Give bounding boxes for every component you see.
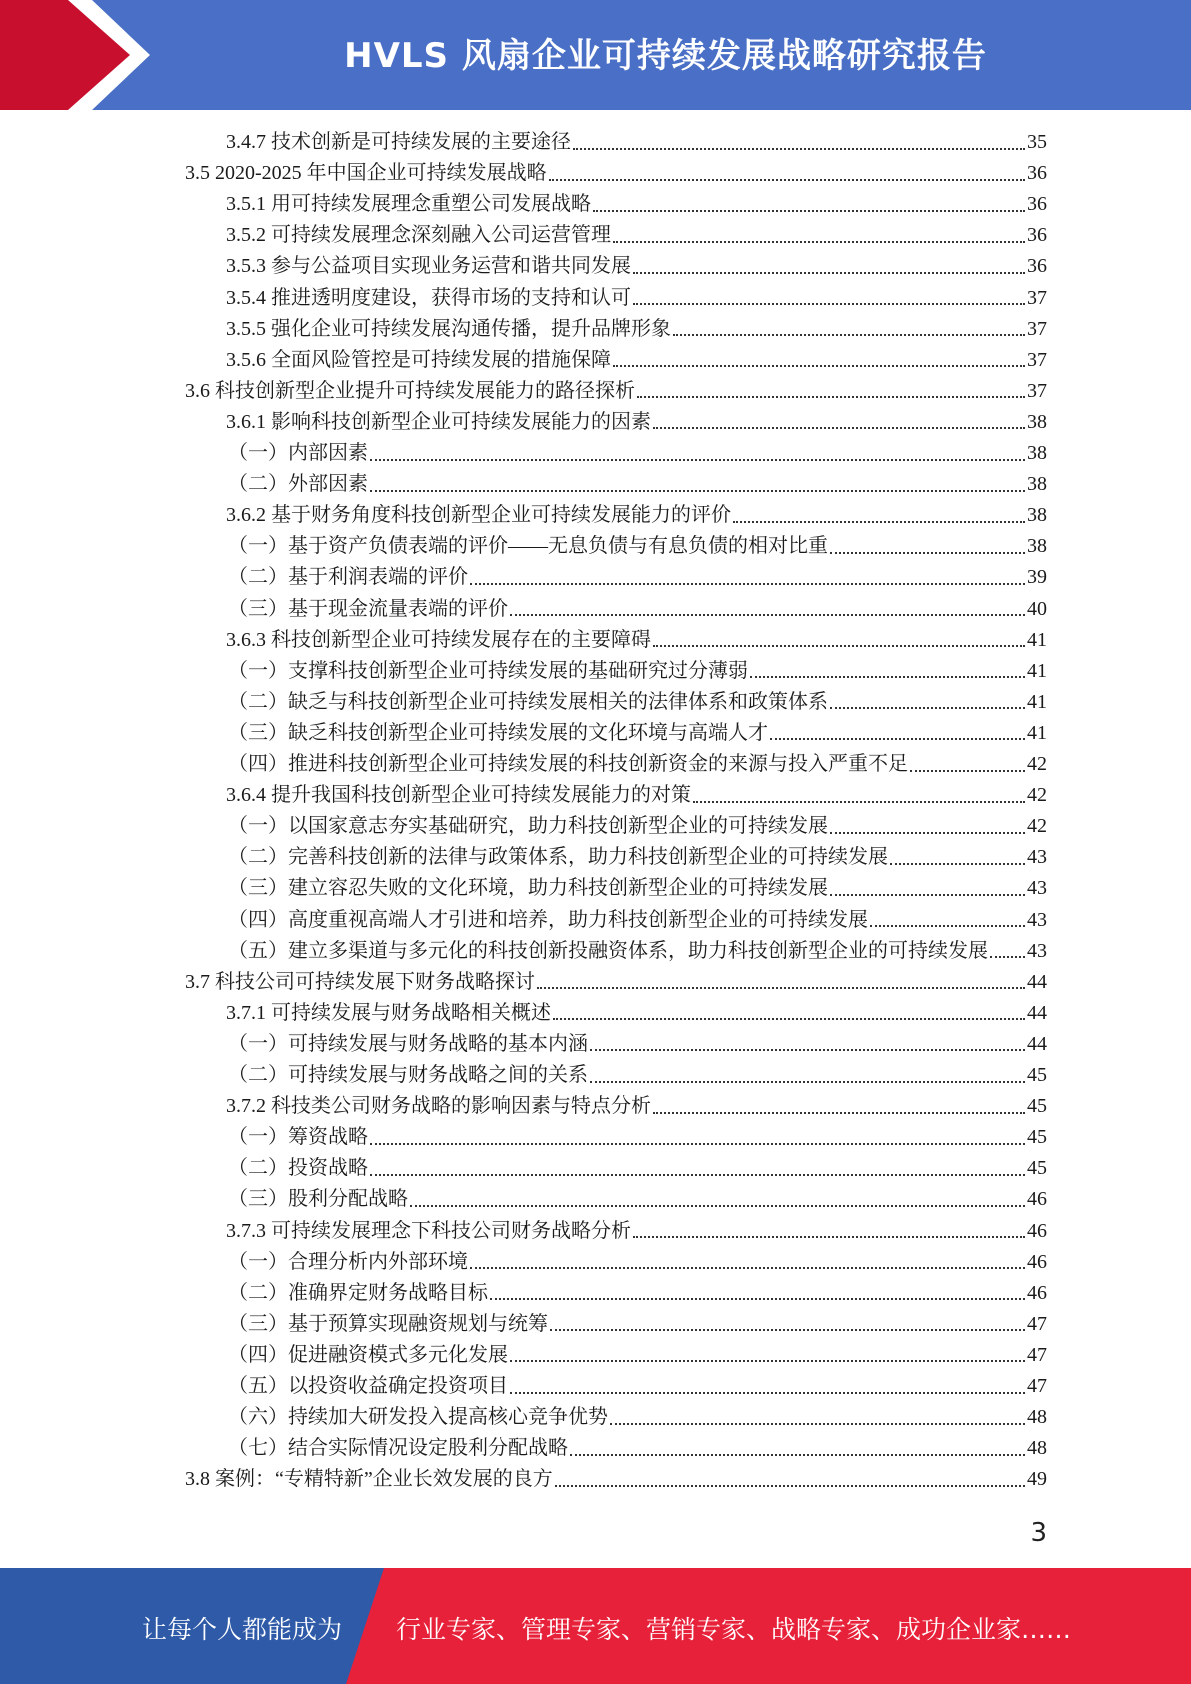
- toc-entry-title: 3.6.1 影响科技创新型企业可持续发展能力的因素: [226, 410, 651, 433]
- toc-entry-page: 39: [1027, 566, 1047, 589]
- toc-leader-dots: [573, 148, 1025, 150]
- toc-entry-title: （一）合理分析内外部环境: [228, 1250, 468, 1273]
- toc-entry[interactable]: [228, 811, 1047, 842]
- toc-entry-title: （一）基于资产负债表端的评价——无息负债与有息负债的相对比重: [228, 535, 828, 558]
- toc-entry[interactable]: [226, 314, 1047, 345]
- toc-entry[interactable]: [228, 1433, 1047, 1464]
- toc-entry[interactable]: [185, 376, 1047, 407]
- toc-leader-dots: [890, 863, 1025, 865]
- toc-entry[interactable]: [228, 1184, 1047, 1215]
- toc-entry-page: 35: [1027, 131, 1047, 153]
- toc-leader-dots: [370, 459, 1025, 461]
- toc-entry-page: 41: [1027, 721, 1047, 744]
- toc-entry-title: 3.7.1 可持续发展与财务战略相关概述: [226, 1001, 551, 1024]
- toc-entry-title: （二）准确界定财务战略目标: [228, 1281, 488, 1304]
- toc-entry[interactable]: [185, 967, 1047, 998]
- toc-entry[interactable]: [228, 718, 1047, 749]
- toc-leader-dots: [770, 738, 1025, 740]
- toc-leader-dots: [370, 1174, 1025, 1176]
- toc-entry-title: 3.5.3 参与公益项目实现业务运营和谐共同发展: [226, 255, 631, 278]
- toc-entry[interactable]: [226, 127, 1047, 158]
- toc-entry-title: （三）股利分配战略: [228, 1188, 408, 1211]
- toc-entry-title: （一）内部因素: [228, 442, 368, 464]
- toc-entry-title: （五）建立多渠道与多元化的科技创新投融资体系，助力科技创新型企业的可持续发展: [228, 939, 988, 962]
- toc-entry[interactable]: [228, 1060, 1047, 1091]
- toc-entry-title: 3.5.4 推进透明度建设，获得市场的支持和认可: [226, 286, 631, 309]
- toc-entry-title: 3.6.3 科技创新型企业可持续发展存在的主要障碍: [226, 628, 651, 651]
- toc-entry[interactable]: [228, 1247, 1047, 1278]
- toc-entry-page: 41: [1027, 628, 1047, 651]
- toc-entry-page: 37: [1027, 379, 1047, 402]
- toc-leader-dots: [613, 365, 1025, 367]
- toc-leader-dots: [870, 925, 1025, 927]
- toc-leader-dots: [537, 987, 1025, 989]
- toc-leader-dots: [510, 614, 1025, 616]
- toc-leader-dots: [750, 676, 1025, 678]
- toc-entry[interactable]: [228, 1340, 1047, 1371]
- toc-leader-dots: [830, 552, 1025, 554]
- toc-entry[interactable]: [228, 438, 1047, 469]
- toc-entry-page: 44: [1027, 970, 1047, 993]
- toc-entry-page: 46: [1027, 1188, 1047, 1211]
- toc-entry[interactable]: [228, 1371, 1047, 1402]
- toc-entry-title: （七）结合实际情况设定股利分配战略: [228, 1437, 568, 1460]
- toc-entry-title: （二）可持续发展与财务战略之间的关系: [228, 1064, 588, 1086]
- toc-entry-title: （一）支撑科技创新型企业可持续发展的基础研究过分薄弱: [228, 659, 748, 682]
- toc-leader-dots: [653, 427, 1025, 429]
- toc-entry-page: 46: [1027, 1219, 1047, 1242]
- footer-slogan-left: 让每个人都能成为: [142, 1615, 343, 1644]
- toc-leader-dots: [990, 956, 1025, 958]
- toc-leader-dots: [693, 801, 1025, 803]
- toc-leader-dots: [549, 179, 1025, 181]
- toc-entry[interactable]: [226, 780, 1047, 811]
- toc-entry-page: 38: [1027, 410, 1047, 433]
- toc-leader-dots: [633, 303, 1025, 305]
- toc-entry-page: 40: [1027, 597, 1047, 620]
- toc-leader-dots: [830, 894, 1025, 896]
- toc-leader-dots: [673, 334, 1025, 336]
- toc-entry-title: （二）缺乏与科技创新型企业可持续发展相关的法律体系和政策体系: [228, 690, 828, 713]
- toc-entry-page: 37: [1027, 317, 1047, 340]
- toc-entry[interactable]: [228, 687, 1047, 718]
- toc-leader-dots: [570, 1454, 1025, 1456]
- toc-entry[interactable]: [226, 189, 1047, 220]
- toc-leader-dots: [633, 272, 1025, 274]
- toc-entry-page: 37: [1027, 286, 1047, 309]
- toc-entry-title: 3.7 科技公司可持续发展下财务战略探讨: [185, 970, 535, 993]
- toc-entry-title: （四）促进融资模式多元化发展: [228, 1343, 508, 1366]
- toc-entry[interactable]: [228, 531, 1047, 562]
- toc-entry-page: 44: [1027, 1032, 1047, 1055]
- toc-entry-page: 38: [1027, 442, 1047, 464]
- toc-entry[interactable]: [228, 1122, 1047, 1153]
- toc-entry-page: 43: [1027, 877, 1047, 900]
- toc-entry-page: 48: [1027, 1406, 1047, 1429]
- toc-leader-dots: [830, 832, 1025, 834]
- toc-entry-title: 3.7.3 可持续发展理念下科技公司财务战略分析: [226, 1219, 631, 1242]
- toc-entry-title: （二）外部因素: [228, 473, 368, 496]
- toc-entry-page: 45: [1027, 1126, 1047, 1149]
- toc-entry-page: 36: [1027, 255, 1047, 278]
- toc-entry[interactable]: [228, 562, 1047, 593]
- toc-entry-page: 47: [1027, 1343, 1047, 1366]
- toc-leader-dots: [470, 583, 1025, 585]
- toc-entry-title: （五）以投资收益确定投资项目: [228, 1375, 508, 1397]
- toc-leader-dots: [470, 1267, 1025, 1269]
- toc-leader-dots: [637, 396, 1025, 398]
- toc-leader-dots: [370, 490, 1025, 492]
- toc-entry[interactable]: [226, 407, 1047, 438]
- toc-entry-title: 3.4.7 技术创新是可持续发展的主要途径: [226, 131, 571, 153]
- toc-entry[interactable]: [228, 936, 1047, 967]
- toc-entry[interactable]: [228, 656, 1047, 687]
- toc-entry[interactable]: [185, 158, 1047, 189]
- toc-entry-title: （六）持续加大研发投入提高核心竞争优势: [228, 1406, 608, 1429]
- toc-entry[interactable]: [228, 469, 1047, 500]
- toc-entry[interactable]: [228, 873, 1047, 904]
- toc-entry-page: 45: [1027, 1157, 1047, 1180]
- toc-leader-dots: [593, 210, 1025, 212]
- toc-entry-title: 3.6.4 提升我国科技创新型企业可持续发展能力的对策: [226, 784, 691, 807]
- toc-leader-dots: [610, 1423, 1025, 1425]
- toc-entry-title: （四）推进科技创新型企业可持续发展的科技创新资金的来源与投入严重不足: [228, 753, 908, 775]
- toc-entry-page: 47: [1027, 1375, 1047, 1397]
- toc-entry-page: 43: [1027, 846, 1047, 869]
- toc-entry[interactable]: [226, 500, 1047, 531]
- toc-entry[interactable]: [226, 625, 1047, 656]
- toc-entry[interactable]: [226, 283, 1047, 314]
- toc-leader-dots: [653, 645, 1025, 647]
- toc-entry-title: （四）高度重视高端人才引进和培养，助力科技创新型企业的可持续发展: [228, 908, 868, 931]
- toc-entry-page: 46: [1027, 1250, 1047, 1273]
- toc-leader-dots: [555, 1485, 1025, 1487]
- toc-entry-page: 43: [1027, 939, 1047, 962]
- toc-entry[interactable]: [185, 1464, 1047, 1495]
- toc-entry[interactable]: [228, 842, 1047, 873]
- toc-entry-page: 49: [1027, 1468, 1047, 1491]
- toc-entry-title: 3.5.2 可持续发展理念深刻融入公司运营管理: [226, 224, 611, 247]
- toc-entry-page: 44: [1027, 1001, 1047, 1024]
- toc-entry-title: 3.5.1 用可持续发展理念重塑公司发展战略: [226, 193, 591, 216]
- toc-leader-dots: [733, 521, 1025, 523]
- toc-entry-title: （三）基于现金流量表端的评价: [228, 597, 508, 620]
- toc-entry-title: 3.6.2 基于财务角度科技创新型企业可持续发展能力的评价: [226, 504, 731, 527]
- toc-entry-title: （二）基于利润表端的评价: [228, 566, 468, 589]
- toc-entry-title: （三）缺乏科技创新型企业可持续发展的文化环境与高端人才: [228, 721, 768, 744]
- page-header: [0, 0, 1191, 110]
- toc-entry-title: 3.7.2 科技类公司财务战略的影响因素与特点分析: [226, 1095, 651, 1118]
- toc-entry-title: 3.8 案例：“专精特新”企业长效发展的良方: [185, 1468, 553, 1491]
- toc-entry[interactable]: [228, 749, 1047, 780]
- toc-leader-dots: [613, 241, 1025, 243]
- toc-leader-dots: [510, 1392, 1025, 1394]
- toc-leader-dots: [550, 1329, 1025, 1331]
- toc-entry[interactable]: [226, 998, 1047, 1029]
- toc-entry[interactable]: [228, 594, 1047, 625]
- toc-entry[interactable]: [226, 1091, 1047, 1122]
- toc-entry-title: （一）筹资战略: [228, 1126, 368, 1149]
- toc-entry[interactable]: [226, 1216, 1047, 1247]
- toc-entry-title: 3.5 2020-2025 年中国企业可持续发展战略: [185, 162, 547, 185]
- toc-entry-page: 41: [1027, 690, 1047, 713]
- toc-leader-dots: [653, 1112, 1025, 1114]
- toc-entry-page: 43: [1027, 908, 1047, 931]
- toc-entry[interactable]: [228, 1029, 1047, 1060]
- toc-entry-page: 36: [1027, 162, 1047, 185]
- toc-leader-dots: [633, 1236, 1025, 1238]
- toc-leader-dots: [553, 1018, 1025, 1020]
- toc-entry-page: 46: [1027, 1281, 1047, 1304]
- toc-entry-page: 42: [1027, 784, 1047, 807]
- toc-entry-page: 42: [1027, 753, 1047, 775]
- toc-entry-page: 41: [1027, 659, 1047, 682]
- toc-entry-page: 37: [1027, 348, 1047, 371]
- page-footer: [0, 1568, 1191, 1684]
- toc-leader-dots: [370, 1143, 1025, 1145]
- toc-entry-title: 3.6 科技创新型企业提升可持续发展能力的路径探析: [185, 379, 635, 402]
- toc-entry[interactable]: [226, 220, 1047, 251]
- toc-entry[interactable]: [228, 905, 1047, 936]
- toc-entry[interactable]: [228, 1309, 1047, 1340]
- toc-entry-title: （三）建立容忍失败的文化环境，助力科技创新型企业的可持续发展: [228, 877, 828, 900]
- toc-entry-title: 3.5.5 强化企业可持续发展沟通传播，提升品牌形象: [226, 317, 671, 340]
- toc-leader-dots: [490, 1298, 1025, 1300]
- toc-entry-title: （二）投资战略: [228, 1157, 368, 1180]
- toc-leader-dots: [410, 1205, 1025, 1207]
- toc-entry[interactable]: [228, 1153, 1047, 1184]
- footer-slogan-right: 行业专家、管理专家、营销专家、战略专家、成功企业家……: [396, 1615, 1072, 1644]
- toc-entry-page: 38: [1027, 504, 1047, 527]
- toc-leader-dots: [910, 770, 1025, 772]
- toc-entry-page: 38: [1027, 535, 1047, 558]
- toc-entry-title: （二）完善科技创新的法律与政策体系，助力科技创新型企业的可持续发展: [228, 846, 888, 869]
- toc-entry-title: （三）基于预算实现融资规划与统筹: [228, 1312, 548, 1335]
- toc-entry-page: 48: [1027, 1437, 1047, 1460]
- report-title: HVLS 风扇企业可持续发展战略研究报告: [344, 36, 987, 76]
- toc-entry-page: 42: [1027, 815, 1047, 838]
- page-number: 3: [1030, 1518, 1047, 1548]
- toc-entry[interactable]: [226, 345, 1047, 376]
- toc-leader-dots: [510, 1360, 1025, 1362]
- toc-entry-page: 47: [1027, 1312, 1047, 1335]
- toc-entry-page: 36: [1027, 224, 1047, 247]
- toc-entry[interactable]: [226, 251, 1047, 282]
- toc-entry-page: 36: [1027, 193, 1047, 216]
- toc-entry-page: 45: [1027, 1064, 1047, 1086]
- toc-leader-dots: [830, 707, 1025, 709]
- toc-leader-dots: [590, 1081, 1025, 1083]
- toc-leader-dots: [590, 1049, 1025, 1051]
- toc-entry-page: 38: [1027, 473, 1047, 496]
- toc-entry-title: 3.5.6 全面风险管控是可持续发展的措施保障: [226, 348, 611, 371]
- toc-entry[interactable]: [228, 1278, 1047, 1309]
- toc-entry-title: （一）以国家意志夯实基础研究，助力科技创新型企业的可持续发展: [228, 815, 828, 838]
- toc-entry-page: 45: [1027, 1095, 1047, 1118]
- toc-entry[interactable]: [228, 1402, 1047, 1433]
- toc-entry-title: （一）可持续发展与财务战略的基本内涵: [228, 1032, 588, 1055]
